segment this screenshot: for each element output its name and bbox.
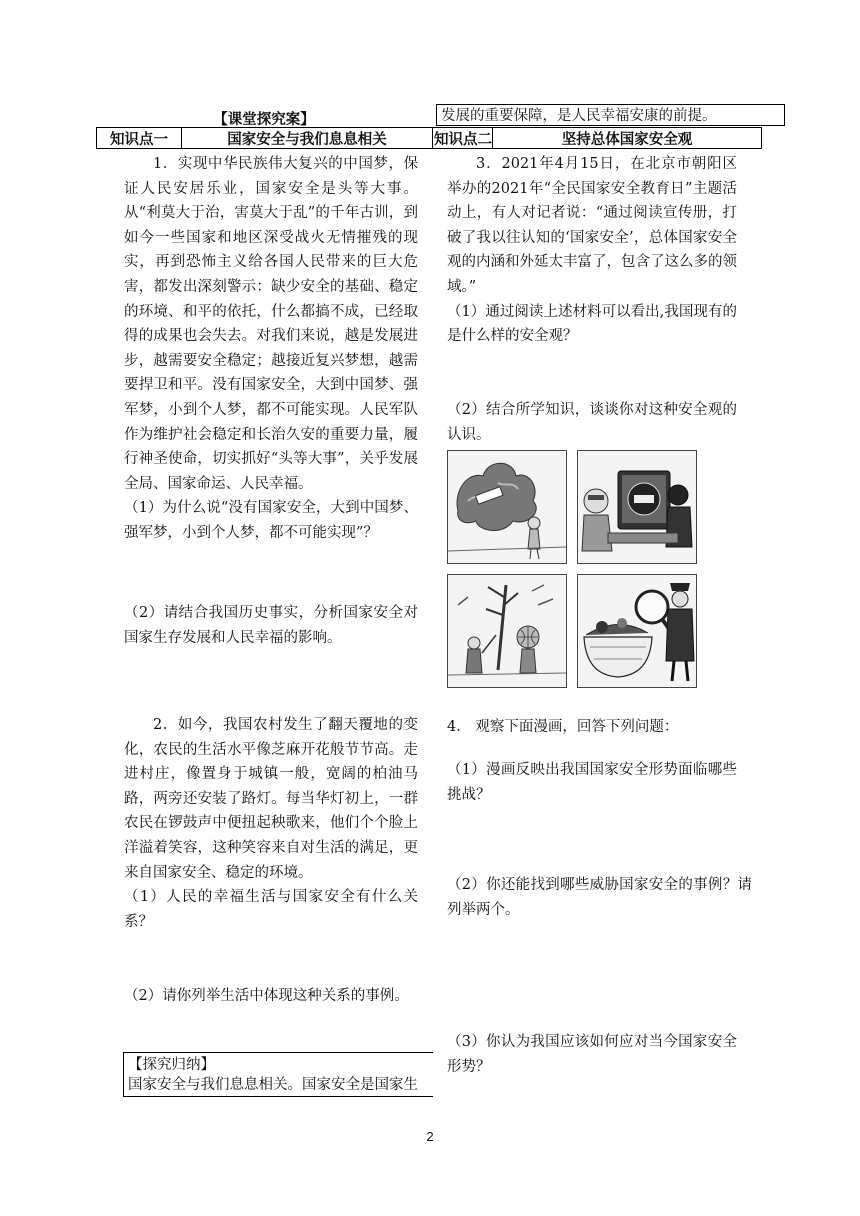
kp2-label-wrap xyxy=(426,128,493,148)
left-column-item1-q2 xyxy=(124,601,418,650)
left-column-item1 xyxy=(124,152,418,546)
continuation-text-box: 发展的重要保障，是人民幸福安康的前提。 xyxy=(436,104,785,126)
left-column-item2 xyxy=(124,713,418,934)
item4-question1: （1）漫画反映出我国国家安全形势面临哪些挑战？ xyxy=(447,762,737,803)
item1-question2: （2）请结合我国历史事实，分析国家安全对国家生存发展和人民幸福的影响。 xyxy=(124,605,418,646)
kp1-title: 国家安全与我们息息相关 xyxy=(227,130,387,148)
smoke-cloud-illustration xyxy=(448,451,566,563)
comic-grid xyxy=(447,450,765,688)
item4-question3: （3）你认为我国应该如何应对当今国家安全形势？ xyxy=(447,1034,737,1075)
bowl-magnifier-illustration xyxy=(578,575,696,687)
right-column-item4-intro xyxy=(447,715,747,740)
summary-box xyxy=(123,1052,433,1097)
summary-text: 国家安全与我们息息相关。国家安全是国家生 xyxy=(128,1077,418,1093)
item2-question2: （2）请你列举生活中体现这种关系的事例。 xyxy=(124,988,409,1004)
item1-question1: （1）为什么说“没有国家安全，大到中国梦、强军梦，小到个人梦，都不可能实现”？ xyxy=(124,500,418,541)
kp1-label: 知识点一 xyxy=(97,128,182,148)
item4-question2: （2）你还能找到哪些威胁国家安全的事例？请列举两个。 xyxy=(447,877,752,918)
item3-question2: （2）结合所学知识，谈谈你对这种安全观的认识。 xyxy=(447,402,737,443)
right-column-item3-q2 xyxy=(447,398,737,447)
item1-paragraph: 1．实现中华民族伟大复兴的中国梦，保证人民安居乐业，国家安全是头等大事。从“利莫大于治，害莫大于乱”的千年古训，到如今一些国家和地区深受战火无情摧残的现实，再到恐怖主义给各国人民带来的巨大危害，都发出深刻警示：缺少安全的基础、稳定的环境、和平的依托，什么都搞不成，已经取得的成果也会失去。对我们来说，越是发展进步，越需要安全稳定；越接近复兴梦想，越需要捍卫和平。没有国家安全，大到中国梦、强军梦，小到个人梦，都不可能实现。人民军队作为维护社会稳定和长治久安的重要力量，履行神圣使命，切实抓好“头等大事”，关乎发展全局、国家命运、人民幸福。 xyxy=(124,156,418,492)
kp2-title: 坚持总体国家安全观 xyxy=(561,130,693,148)
computer-hacker-illustration xyxy=(578,451,696,563)
right-column-item4-q1 xyxy=(447,758,737,807)
comic-panel-1 xyxy=(447,450,567,564)
right-column-item4-q2 xyxy=(447,873,752,922)
tree-globe-illustration xyxy=(448,575,566,687)
section-title: 【课堂探究案】 xyxy=(213,111,315,128)
item2-paragraph: 2．如今，我国农村发生了翻天覆地的变化，农民的生活水平像芝麻开花般节节高。走进村庄，像置身于城镇一般，宽阔的柏油马路，两旁还安装了路灯。每当华灯初上，一群农民在锣鼓声中便扭起秧歌来，他们个个脸上洋溢着笑容，这种笑容来自对生活的满足，更来自国家安全、稳定的环境。 xyxy=(124,717,418,881)
kp1-header xyxy=(96,127,433,149)
page-number: 2 xyxy=(426,1129,434,1144)
right-column-item3 xyxy=(447,152,737,349)
item3-paragraph: 3．2021年4月15日，在北京市朝阳区举办的2021年“全民国家安全教育日”主题活动上，有人对记者说：“通过阅读宣传册，打破了我以往认知的‘国家安全’，总体国家安全观的内涵和外延太丰富了，包含了这么多的领域。” xyxy=(447,156,737,295)
item4-intro: 4． 观察下面漫画，回答下列问题： xyxy=(447,719,679,735)
kp2-header xyxy=(426,127,762,149)
summary-title: 【探究归纳】 xyxy=(128,1057,215,1073)
right-column-item4-q3 xyxy=(447,1030,737,1079)
comic-panel-2 xyxy=(577,450,697,564)
comic-panel-3 xyxy=(447,574,567,688)
kp2-label: 知识点二 xyxy=(434,130,492,148)
item2-question1: （1）人民的幸福生活与国家安全有什么关系？ xyxy=(124,889,418,930)
item3-question1: （1）通过阅读上述材料可以看出,我国现有的是什么样的安全观？ xyxy=(447,303,737,345)
comic-panel-4 xyxy=(577,574,697,688)
left-column-item2-q2 xyxy=(124,984,434,1009)
